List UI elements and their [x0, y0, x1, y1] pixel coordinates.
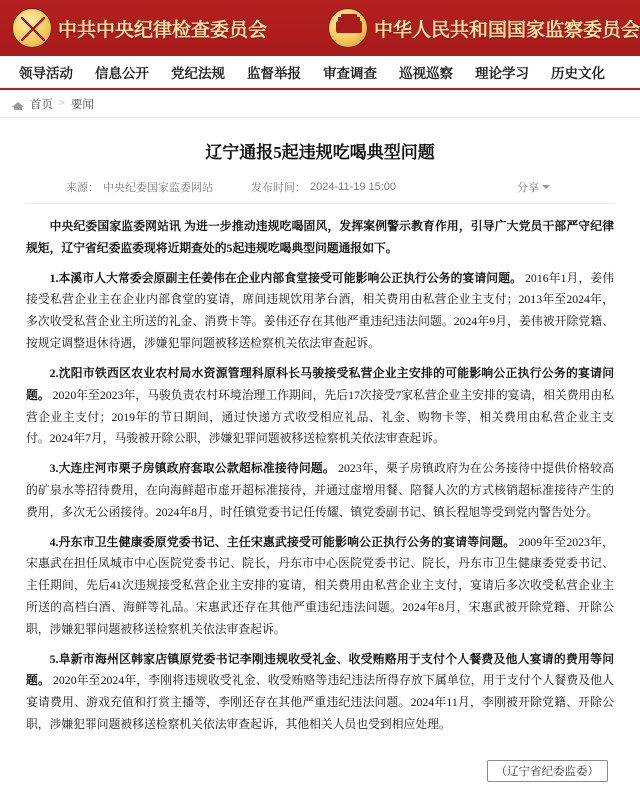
article-paragraph-2	[26, 363, 614, 450]
masthead-left[interactable]	[4, 8, 320, 48]
paragraph-lead: 4.丹东市卫生健康委原党委书记、主任宋惠武接受可能影响公正执行公务的宴请等问题。	[49, 534, 516, 549]
article-container	[0, 118, 640, 796]
source-label: 来源：	[66, 182, 99, 194]
article-paragraph-3	[26, 458, 614, 523]
nav-item-theory-study[interactable]: 理论学习	[475, 66, 529, 81]
paragraph-text: 2016年1月，姜伟接受私营企业主在企业内部食堂的宴请，席间违规饮用茅台酒，相关费用由私营企业主支付；2013年至2024年，多次收受私营企业主所送的礼金、消费卡等。姜伟还存在其他严重违纪违法问题。2024年9月，姜伟被开除党籍、按规定调整退休待遇，涉嫌犯罪问题被移送检察机关依法审查起诉。	[26, 270, 615, 351]
article-body	[26, 204, 614, 754]
article-paragraph-intro	[26, 216, 614, 260]
national-emblem-icon	[328, 8, 368, 48]
nav-item-information-disclosure[interactable]: 信息公开	[95, 66, 149, 81]
home-icon	[12, 98, 24, 110]
masthead-right-title: 中华人民共和国国家监察委员会	[374, 19, 640, 41]
ccp-hammer-sickle-emblem-icon	[12, 8, 52, 48]
publish-date-label: 发布时间：	[251, 182, 306, 194]
main-nav	[0, 56, 640, 90]
page-title: 辽宁通报5起违规吃喝典型问题	[205, 143, 435, 162]
paragraph-text: 2009年至2023年，宋惠武在担任凤城市中心医院党委书记、院长，丹东市中心医院党委书记、院长，丹东市卫生健康委党委书记、主任期间，先后41次违规接受私营企业主安排的宴请，相关费用由私营企业主支付，宴请后多次收受私营企业主所送的高档白酒、海鲜等礼品。宋惠武还存在其他严重违纪违法问题。2024年8月，宋惠武被开除党籍、开除公职，涉嫌犯罪问题被移送检察机关依法审查起诉。	[26, 534, 614, 636]
source-value: 中央纪委国家监委网站	[103, 182, 213, 194]
paragraph-text: 中央纪委国家监委网站讯 为进一步推动违规吃喝固风，发挥案例警示教育作用，引导广大党员干部严守纪律规矩，辽宁省纪委监委现将近期查处的5起违规吃喝典型问题通报如下。	[26, 219, 614, 255]
masthead-left-title: 中共中央纪律检查委员会	[58, 19, 268, 41]
paragraph-text: 2023年，栗子房镇政府为在公务接待中提供价格较高的矿泉水等招待费用，在向海鲜超市虚开超标准接待，并通过虚增用餐、陪餐人次的方式核销超标准接待产生的费用，多次无公函接待。2024年8月，时任镇党委书记任传耀、镇党委副书记、镇长程旭等受到党内警告处分。	[26, 461, 614, 519]
nav-item-leader-activities[interactable]: 领导活动	[19, 66, 73, 81]
publish-date-value: 2024-11-19 15:00	[310, 181, 397, 193]
article-signature	[26, 754, 614, 796]
article-meta	[26, 179, 614, 204]
breadcrumb-item-home[interactable]: 首页	[30, 98, 53, 111]
article-paragraph-4	[26, 532, 614, 641]
masthead-right[interactable]	[320, 8, 640, 48]
nav-item-history-culture[interactable]: 历史文化	[551, 66, 605, 81]
article-paragraph-1	[26, 268, 614, 355]
breadcrumb-separator: >	[59, 98, 65, 109]
nav-item-supervision-report[interactable]: 监督举报	[247, 66, 301, 81]
paragraph-lead: 5.阜新市海州区韩家店镇原党委书记李刚违规收受礼金、收受贿赂用于支付个人餐费及他人宴请的费用等问题。	[26, 651, 614, 688]
breadcrumb	[0, 90, 640, 118]
signature-text: （辽宁省纪委监委）	[487, 760, 609, 782]
share-button[interactable]	[517, 179, 550, 195]
nav-item-investigation[interactable]: 审查调查	[323, 66, 377, 81]
share-label: 分享	[517, 182, 539, 194]
chevron-down-icon	[542, 185, 550, 189]
nav-item-inspection[interactable]: 巡视巡察	[399, 66, 453, 81]
paragraph-text: 2020年至2024年，李刚将违规收受礼金、收受贿赂等违纪违法所得存放下属单位，用于支付个人餐费及他人宴请费用、游戏充值和打赏主播等，李刚还存在其他严重违纪违法问题。2024年11月，李刚被开除党籍、开除公职，涉嫌犯罪问题被移送检察机关依法审查起诉，其他相关人员也受到相应处理。	[26, 673, 614, 732]
paragraph-lead: 1.本溪市人大常委会原副主任姜伟在企业内部食堂接受可能影响公正执行公务的宴请问题。	[49, 270, 522, 285]
nav-item-party-regulations[interactable]: 党纪法规	[171, 66, 225, 81]
site-masthead	[0, 0, 640, 56]
article-paragraph-5	[26, 649, 614, 736]
breadcrumb-item-news[interactable]: 要闻	[70, 98, 94, 111]
paragraph-lead: 3.大连庄河市栗子房镇政府套取公款超标准接待问题。	[49, 461, 335, 476]
paragraph-text: 2020年至2023年，马骏负责农村环境治理工作期间，先后17次接受7家私营企业主安排的宴请，相关费用由私营企业主支付；2019年的节日期间，通过快递方式收受相应礼品、礼金、购物卡等，相关费用由私营企业主支付。2024年7月，马骏被开除公职，涉嫌犯罪问题被移送检察机关依法审查起诉。	[26, 387, 614, 446]
paragraph-lead: 2.沈阳市铁西区农业农村局水资源管理科原科长马骏接受私营企业主安排的可能影响公正执行公务的宴请问题。	[26, 365, 614, 402]
